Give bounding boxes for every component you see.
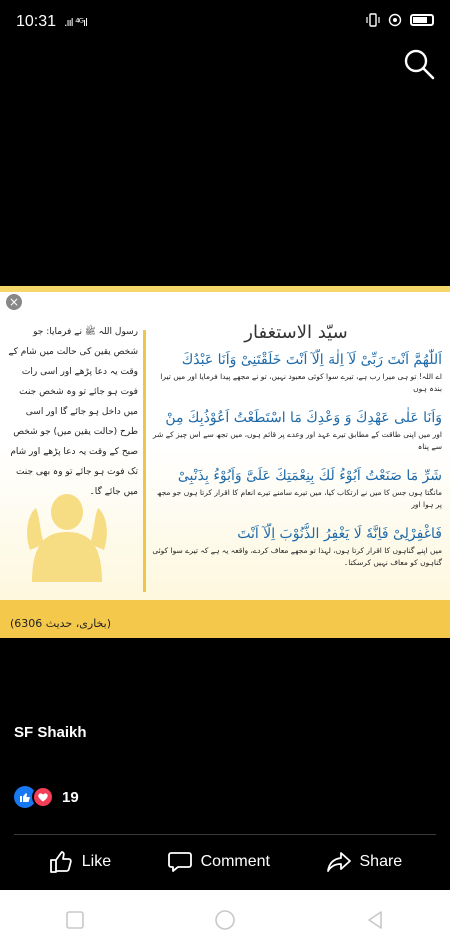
status-time: 10:31 (16, 13, 57, 30)
data-saver-icon (388, 13, 402, 31)
share-button[interactable] (326, 849, 403, 875)
post-image[interactable] (0, 286, 450, 638)
hadith-reference: (بخاری، حدیث 6306) (10, 617, 112, 630)
comment-label: Comment (200, 853, 270, 870)
urdu-translation: مانگتا ہوں جس کا میں نے ارتکاب کیا، میں تیرے سامنے تیرے انعام کا اقرار کرتا ہوں جو مجھ پر ہوا اور (156, 488, 442, 509)
battery-icon (410, 14, 434, 30)
status-icons (366, 13, 434, 31)
vertical-divider (143, 330, 146, 592)
vibrate-icon (366, 13, 380, 31)
urdu-translation: اور میں اپنی طاقت کے مطابق تیرے عہد اور وعدے پر قائم ہوں، میں تجھ سے اس چیز کے شر سے پناہ (152, 430, 442, 451)
close-icon[interactable]: × (6, 294, 22, 310)
image-top-band (0, 286, 450, 292)
dua-panel (150, 322, 442, 581)
reaction-count: 19 (62, 788, 79, 806)
arabic-line: وَاَنَا عَلٰی عَھْدِكَ وَ وَعْدِكَ مَا اسْتَطَعْتُ اَعُوْذُبِكَ مِنْ (165, 410, 442, 426)
signal-indicator: .ııl ⁴ᴳıl (64, 15, 88, 29)
share-label: Share (359, 853, 403, 870)
action-divider (14, 834, 436, 835)
hadith-panel (6, 322, 138, 590)
comment-icon (167, 849, 193, 875)
praying-figure-illustration (22, 472, 112, 582)
system-nav-bar (0, 890, 450, 950)
search-icon (402, 47, 436, 81)
back-icon[interactable] (365, 910, 385, 930)
love-reaction-icon (32, 786, 54, 808)
thumbs-up-icon (48, 849, 74, 875)
share-icon (326, 849, 352, 875)
home-icon[interactable] (214, 909, 236, 931)
reactions-summary[interactable] (14, 786, 79, 808)
search-button[interactable] (402, 47, 436, 81)
arabic-line: فَاغْفِرْلِیْ فَاِنَّهٗ لَا یَغْفِرُ الذُّنُوْبَ اِلَّآ اَنْتَ (237, 526, 442, 542)
arabic-line: شَرِّ مَا صَنَعْتُ اَبُوْءُ لَكَ بِنِعْمَتِكَ عَلَیَّ وَاَبُوْءُ بِذَنْبِیْ (177, 468, 442, 484)
recents-icon[interactable] (65, 910, 85, 930)
hadith-text: رسول اللہ ﷺ نے فرمایا: جو شخص یقین کی حالت میں شام کے وقت یہ دعا پڑھے اور اسی رات فوت ہو جائے تو وہ شخص جنت میں داخل ہو جائے گا اور اسی طرح (حالت یقین میں) جو شخص صبح کے وقت یہ دعا پڑھے اور شام تک فوت ہو جائے تو وہ بھی جنت میں جائے گا۔ (8, 327, 138, 497)
post-actions (0, 836, 450, 888)
post-author[interactable]: SF Shaikh (14, 724, 87, 741)
status-bar (0, 0, 450, 44)
urdu-translation: میں اپنے گناہوں کا اقرار کرتا ہوں، لہذا تو مجھے معاف کردے، واقعہ یہ ہے کہ تیرے سوا کوئی گناہوں کو معاف نہیں کرسکتا۔ (152, 546, 442, 567)
dua-title: سیّد الاستغفار (244, 322, 348, 343)
comment-button[interactable] (167, 849, 270, 875)
arabic-line: اَللّٰھُمَّ اَنْتَ رَبِّیْ لَآ اِلٰهَ اِلَّآ اَنْتَ خَلَقْتَنِیْ وَاَنَا عَبْدُكَ (181, 352, 442, 368)
like-label: Like (81, 853, 112, 870)
urdu-translation: اے اللہ! تو ہی میرا رب ہے، تیرے سوا کوئی معبود نہیں، تو نے مجھے پیدا فرمایا اور میں تیرا بندہ ہوں (160, 372, 442, 393)
like-button[interactable] (48, 849, 111, 875)
